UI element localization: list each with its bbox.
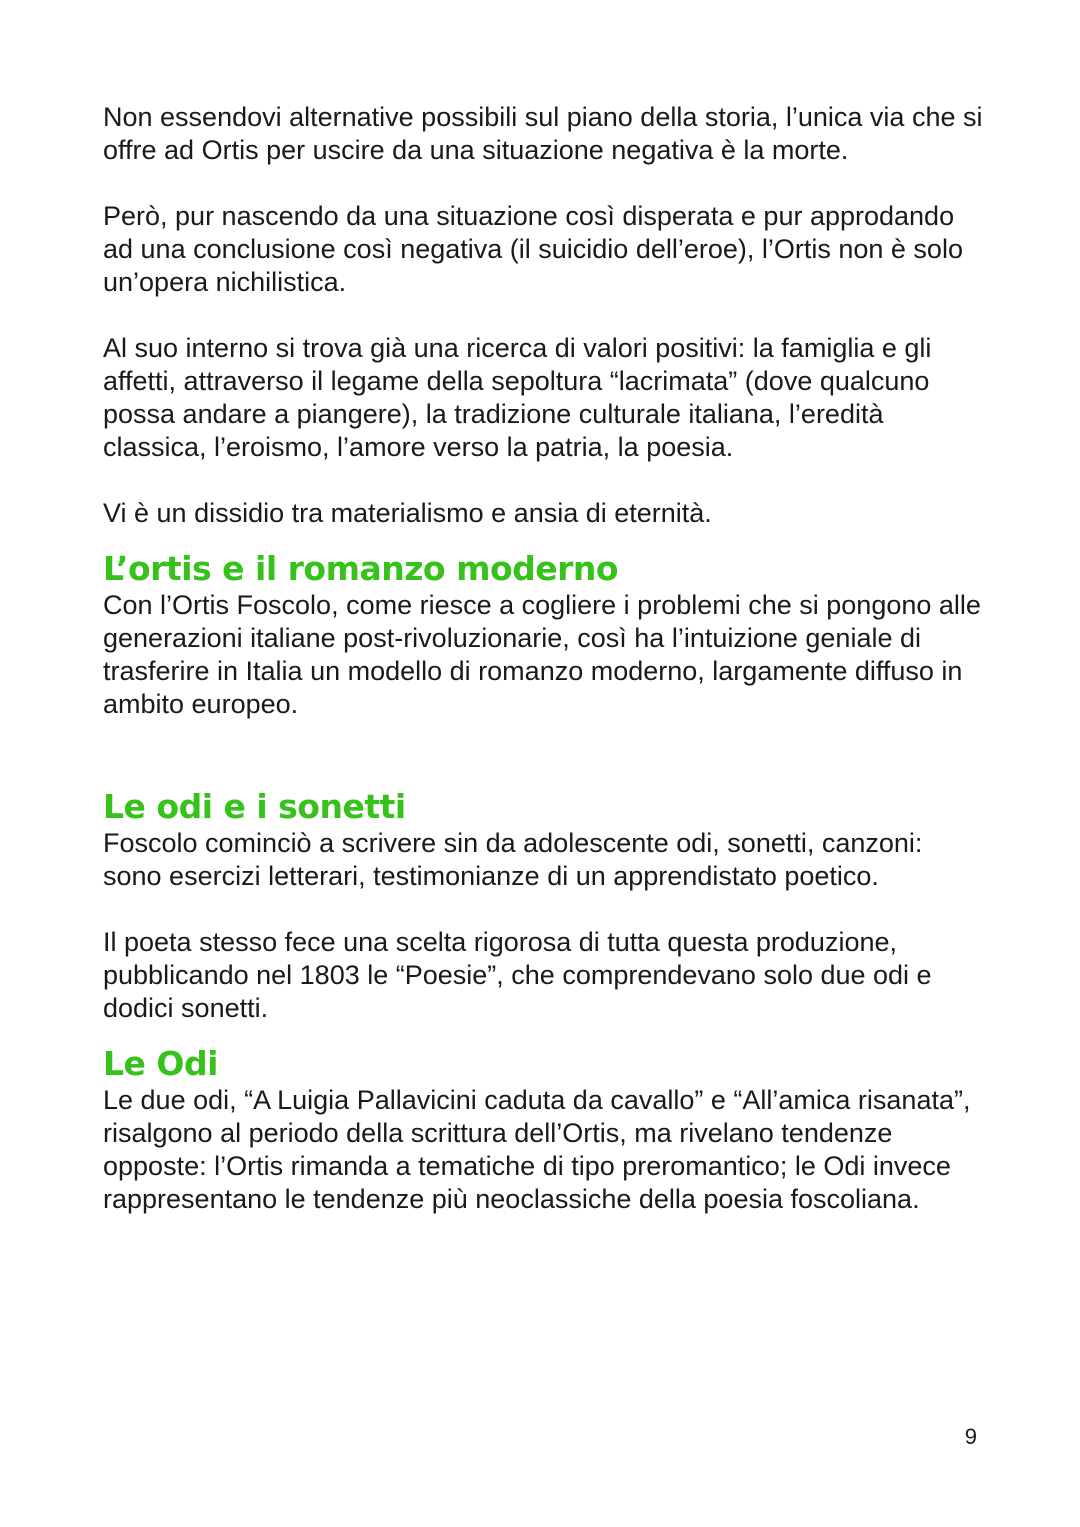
paragraph-intro-3: Al suo interno si trova già una ricerca di valori positivi: la famiglia e gli affetti, attraverso il legame della sepoltura “lacrimata” (dove qualcuno possa andare a piangere), la tradizione culturale italiana, l’eredità classica, l’eroismo, l’amore verso la patria, la poesia. xyxy=(103,333,932,462)
section-heading-odi: Le Odi xyxy=(103,1044,218,1083)
paragraph-odi-sonetti-1: Foscolo cominciò a scrivere sin da adolescente odi, sonetti, canzoni: sono esercizi letterari, testimonianze di un apprendistato poetico. xyxy=(103,828,923,891)
paragraph-intro-1: Non essendovi alternative possibili sul piano della storia, l’unica via che si offre ad Ortis per uscire da una situazione negativa è la morte. xyxy=(103,102,983,165)
paragraph-odi-sonetti-2: Il poeta stesso fece una scelta rigorosa di tutta questa produzione, pubblicando nel 1803 le “Poesie”, che comprendevano solo due odi e dodici sonetti. xyxy=(103,927,932,1023)
page-number: 9 xyxy=(964,1424,977,1449)
paragraph-intro-4: Vi è un dissidio tra materialismo e ansia di eternità. xyxy=(103,498,712,528)
section-heading-odi-sonetti: Le odi e i sonetti xyxy=(103,787,406,826)
document-page xyxy=(103,101,983,1216)
paragraph-ortis-romanzo: Con l’Ortis Foscolo, come riesce a cogliere i problemi che si pongono alle generazioni italiane post-rivoluzionarie, così ha l’intuizione geniale di trasferire in Italia un modello di romanzo moderno, largamente diffuso in ambito europeo. xyxy=(103,590,981,719)
paragraph-intro-2: Però, pur nascendo da una situazione così disperata e pur approdando ad una conclusione così negativa (il suicidio dell’eroe), l’Ortis non è solo un’opera nichilistica. xyxy=(103,201,963,297)
paragraph-odi: Le due odi, “A Luigia Pallavicini caduta da cavallo” e “All’amica risanata”, risalgono al periodo della scrittura dell’Ortis, ma rivelano tendenze opposte: l’Ortis rimanda a tematiche di tipo preromantico; le Odi invece rappresentano le tendenze più neoclassiche della poesia foscoliana. xyxy=(103,1085,971,1214)
section-heading-ortis-romanzo: L’ortis e il romanzo moderno xyxy=(103,549,619,588)
